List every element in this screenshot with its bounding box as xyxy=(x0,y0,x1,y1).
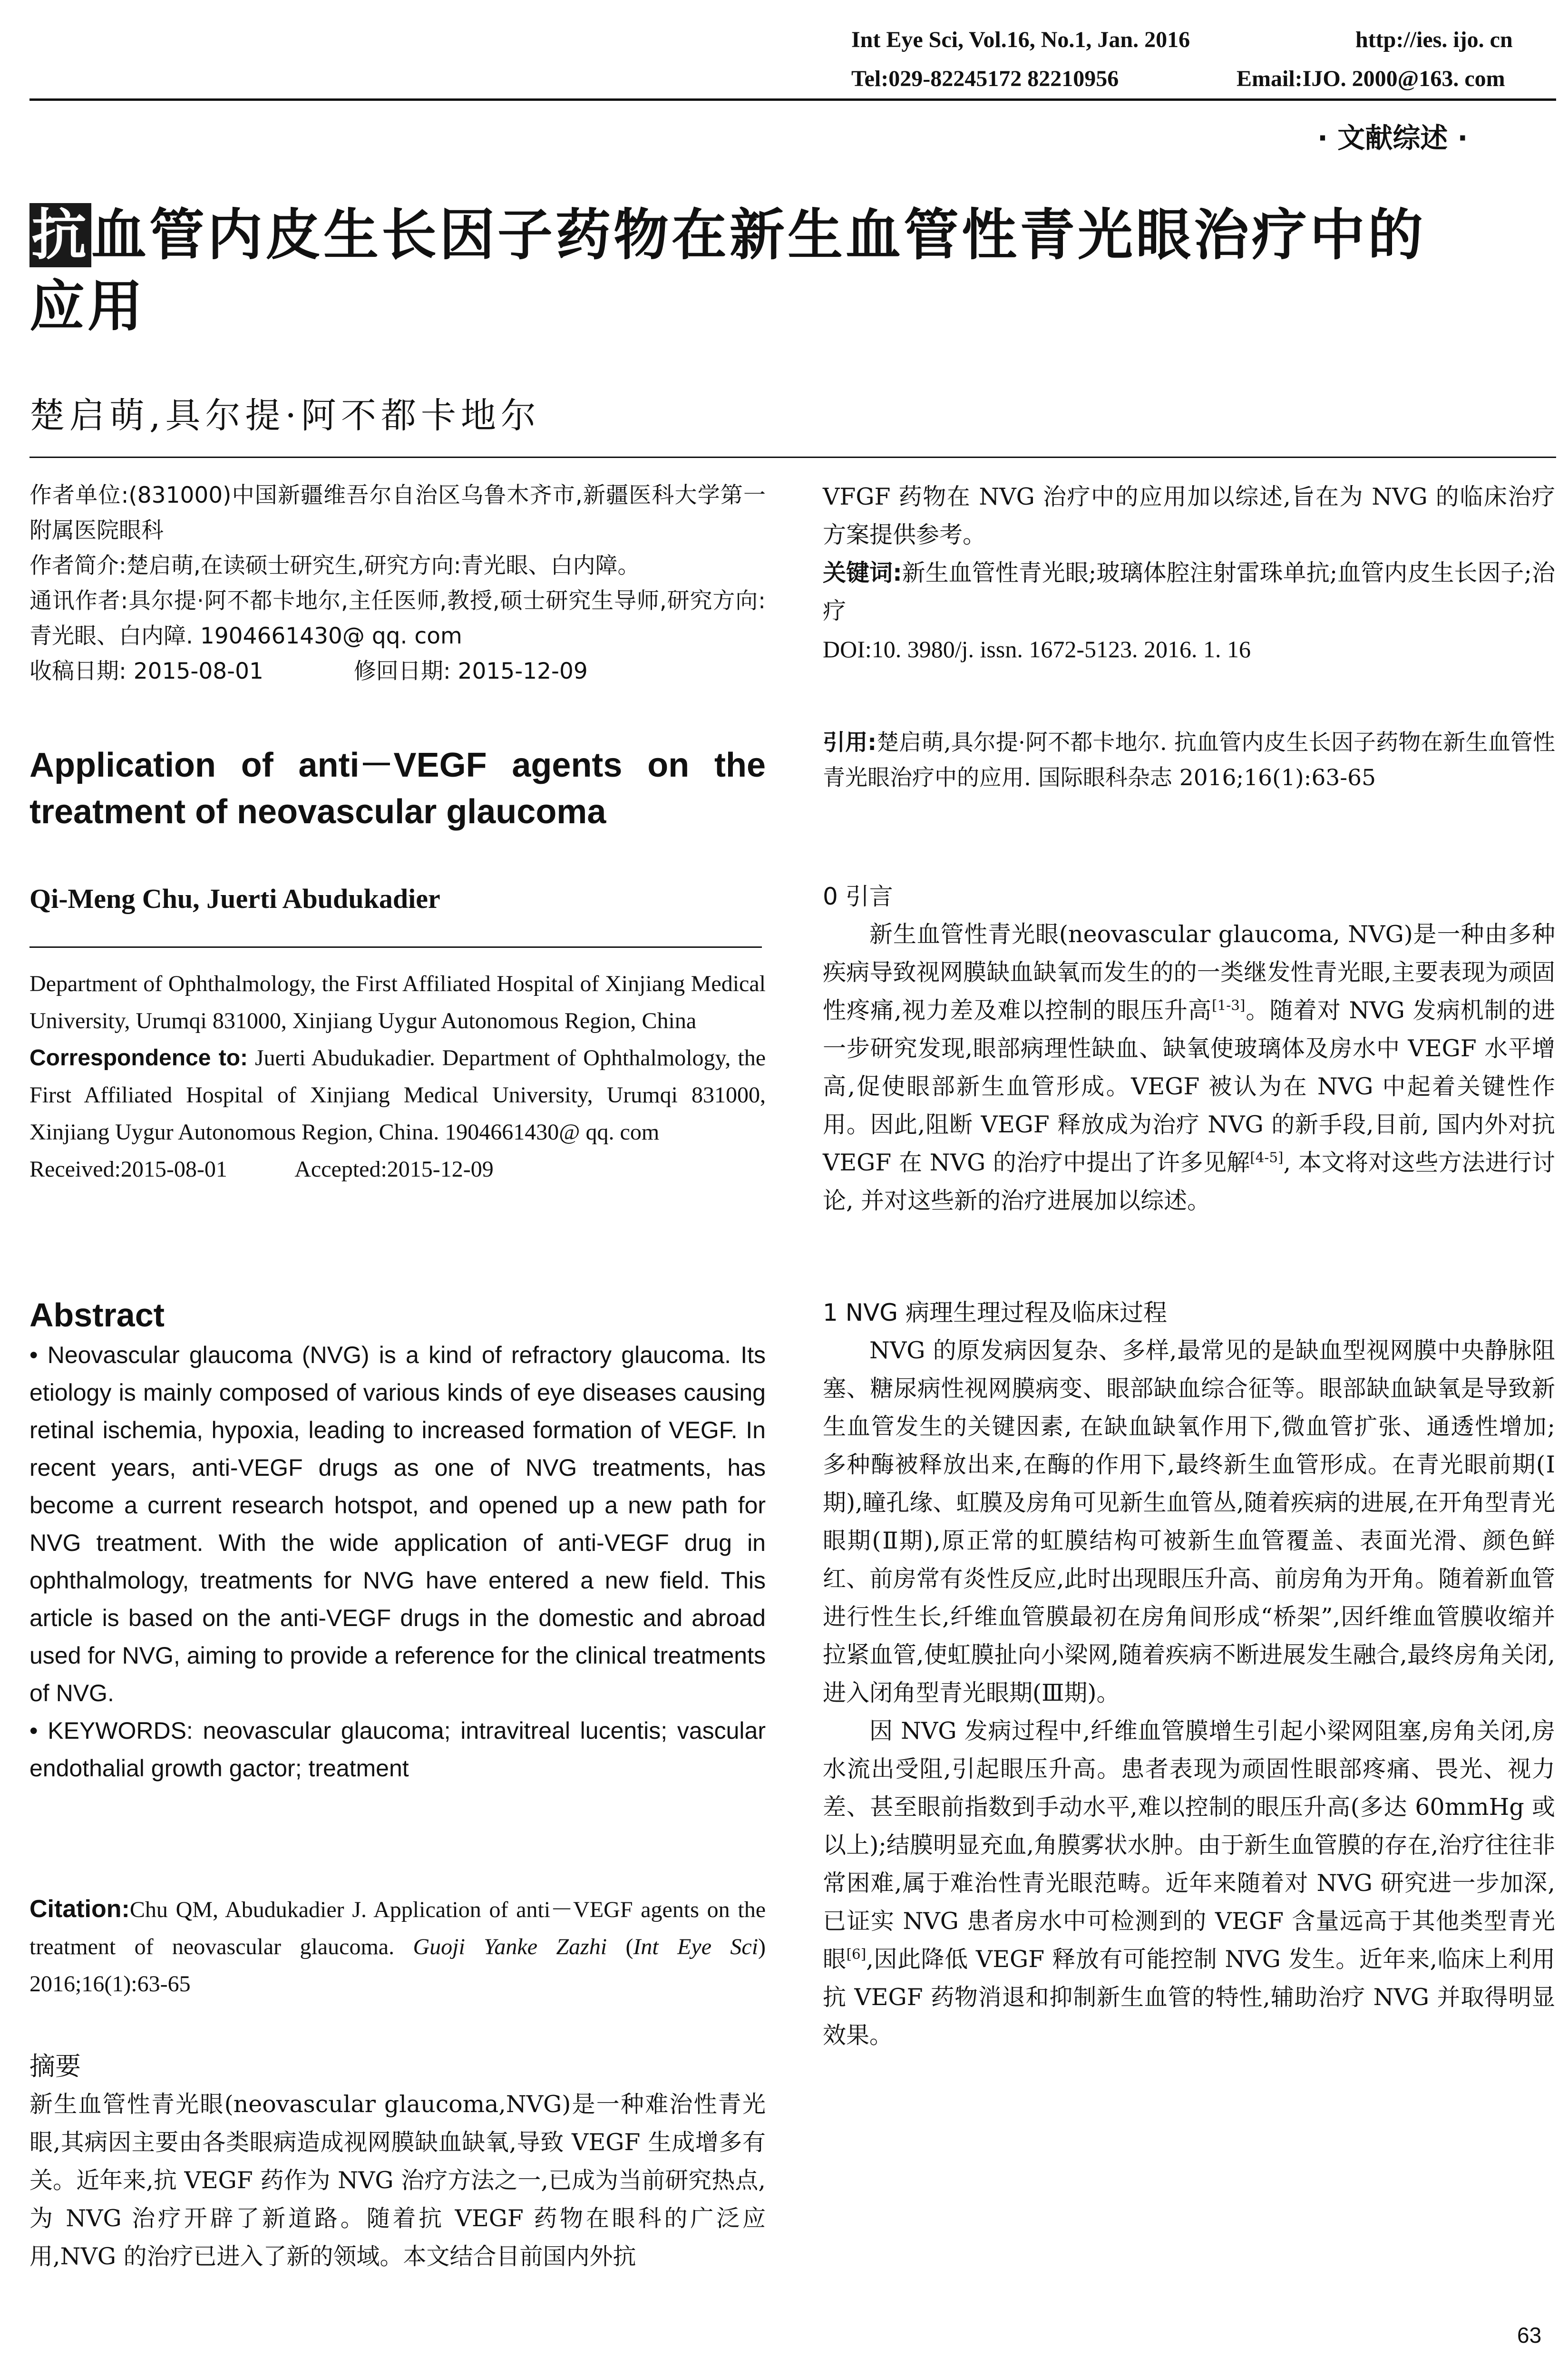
journal-tel: Tel:029-82245172 82210956 xyxy=(851,66,1119,91)
section-0-paragraph xyxy=(823,916,1555,1220)
date-accepted-en: Accepted:2015-12-09 xyxy=(294,1157,494,1182)
authors-en-rule xyxy=(29,946,762,948)
cite-cn-block xyxy=(823,725,1555,796)
page-number: 63 xyxy=(1517,2323,1542,2348)
citation-part-c: ) 2016;16(1):63-65 xyxy=(29,1934,766,1997)
journal-url: http://ies. ijo. cn xyxy=(1355,27,1513,52)
abstract-block xyxy=(29,1336,766,1787)
affil-unit: 作者单位:(831000)中国新疆维吾尔自治区乌鲁木齐市,新疆医科大学第一附属医院眼科 xyxy=(29,482,766,544)
zhaiyao-heading: 摘要 xyxy=(29,2051,81,2081)
sec1-text-b: ,因此降低 VEGF 释放有可能控制 NVG 发生。近年来,临床上利用抗 VEGF 药物消退和抑制新生血管的特性,辅助治疗 NVG 并取得明显效果。 xyxy=(823,1946,1555,2049)
dates-en xyxy=(29,1151,766,1188)
section-0-body xyxy=(823,916,1555,1220)
citation-label: Citation: xyxy=(29,1895,130,1923)
header-rule xyxy=(29,98,1556,101)
zhaiyao-continued: VFGF 药物在 NVG 治疗中的应用加以综述,旨在为 NVG 的临床治疗方案提供参考。 xyxy=(823,483,1555,548)
zhaiyao-block xyxy=(29,2085,766,2276)
cite-cn-text: 楚启萌,具尔提·阿不都卡地尔. 抗血管内皮生长因子药物在新生血管性青光眼治疗中的应用. 国际眼科杂志 2016;16(1):63-65 xyxy=(823,730,1555,791)
citation-abbr: Int Eye Sci xyxy=(633,1934,759,1959)
article-title xyxy=(29,200,1561,342)
keywords-cn-text: 新生血管性青光眼;玻璃体腔注射雷珠单抗;血管内皮生长因子;治疗 xyxy=(823,559,1555,624)
title-en-line2: treatment of neovascular glaucoma xyxy=(29,793,606,831)
citation-en xyxy=(29,1890,766,2003)
authors-en: Qi-Meng Chu, Juerti Abudukadier xyxy=(29,883,440,914)
abstract-text: • Neovascular glaucoma (NVG) is a kind of refractory glaucoma. Its etiology is mainly composed of various kinds of eye diseases causing retinal ischemia, hypoxia, leading to increased formation of VEGF. In recent years, anti-VEGF drugs as one of NVG treatments, has become a current research hotspot, and opened up a new path for NVG treatment. With the wide application of anti-VEGF drug in ophthalmology, treatments for NVG have entered a new field. This article is based on the anti-VEGF drugs in the domestic and abroad used for NVG, aiming to provide a reference for the clinical treatments of NVG. xyxy=(29,1342,766,1706)
cite-cn-label: 引用: xyxy=(823,730,877,756)
section-label: · 文献综述 · xyxy=(1317,122,1468,154)
correspondence-label: Correspondence to: xyxy=(29,1045,248,1071)
correspondence-en xyxy=(29,1040,766,1151)
authors-cn: 楚启萌,具尔提·阿不都卡地尔 xyxy=(29,395,541,436)
keywords-cn xyxy=(823,554,1555,630)
journal-volume-line: Int Eye Sci, Vol.16, No.1, Jan. 2016 xyxy=(851,27,1190,52)
journal-email: Email:IJO. 2000@163. com xyxy=(1237,66,1505,91)
section-1-heading: 1 NVG 病理生理过程及临床过程 xyxy=(823,1299,1167,1326)
sec0-ref-1: [1-3] xyxy=(1212,997,1246,1013)
title-line2: 应用 xyxy=(29,274,146,339)
section-1-paragraph-2 xyxy=(823,1712,1555,2055)
title-en xyxy=(29,742,766,835)
title-rule xyxy=(29,457,1556,458)
abstract-heading: Abstract xyxy=(29,1296,165,1334)
title-first-char: 抗 xyxy=(29,203,91,267)
keywords-en: • KEYWORDS: neovascular glaucoma; intravitreal lucentis; vascular endothalial growth gactor; treatment xyxy=(29,1717,766,1782)
sec1-ref: [6] xyxy=(846,1946,867,1962)
zhaiyao-text: 新生血管性青光眼(neovascular glaucoma,NVG)是一种难治性青光眼,其病因主要由各类眼病造成视网膜缺血缺氧,导致 VEGF 生成增多有关。近年来,抗 VEGF 药作为 NVG 治疗方法之一,已成为当前研究热点,为 NVG 治疗开辟了新道路。随着抗 VEGF 药物在眼科的广泛应用,NVG 的治疗已进入了新的领域。本文结合目前国内外抗 xyxy=(29,2091,766,2270)
correspondence-text: Juerti Abudukadier. Department of Ophthalmology, the First Affiliated Hospital of Xinjiang Medical University, Urumqi 831000, Xinjiang Uygur Autonomous Region, China. 1904661430@ qq. com xyxy=(29,1045,766,1145)
sec0-text-a: 新生血管性青光眼(neovascular glaucoma, NVG)是一种由多种疾病导致视网膜缺血缺氧而发生的的一类继发性青光眼,主要表现为顽固性疼痛,视力差及难以控制的眼压升高 xyxy=(823,921,1555,1024)
affil-correspondence: 通讯作者:具尔提·阿不都卡地尔,主任医师,教授,硕士研究生导师,研究方向:青光眼、白内障. 1904661430@ qq. com xyxy=(29,588,766,649)
citation-block xyxy=(29,1890,766,2003)
dept-block xyxy=(29,965,766,1188)
title-line1: 血管内皮生长因子药物在新生血管性青光眼治疗中的 xyxy=(91,203,1426,267)
affil-dates xyxy=(29,654,766,689)
sec0-ref-2: [4-5] xyxy=(1250,1149,1284,1166)
title-en-line1: Application of anti－VEGF agents on the xyxy=(29,746,766,784)
date-revised-cn: 修回日期: 2015-12-09 xyxy=(353,658,588,684)
sec0-text-b: 。随着对 NVG 发病机制的进一步研究发现,眼部病理性缺血、缺氧使玻璃体及房水中 VEGF 水平增高,促使眼部新生血管形成。VEGF 被认为在 NVG 中起着关键性作用。因此,阻断 VEGF 释放成为治疗 NVG 的新手段,目前, 国内外对抗 VEGF 在 NVG 的治疗中提出了许多见解 xyxy=(823,997,1556,1176)
sec1-text-a: 因 NVG 发病过程中,纤维血管膜增生引起小梁网阻塞,房角关闭,房水流出受阻,引起眼压升高。患者表现为顽固性眼部疼痛、畏光、视力差、甚至眼前指数到手动水平,难以控制的眼压升高(多达 60mmHg 或以上);结膜明显充血,角膜雾状水肿。由于新生血管膜的存在,治疗往往非常困难,属于难治性青光眼范畴。近年来随着对 NVG 研究进一步加深,已证实 NVG 患者房水中可检测到的 VEGF 含量远高于其他类型青光眼 xyxy=(823,1717,1555,1973)
citation-part-b: ( xyxy=(607,1934,633,1959)
section-0-heading: 0 引言 xyxy=(823,883,893,910)
date-received-en: Received:2015-08-01 xyxy=(29,1157,227,1182)
dept-en: Department of Ophthalmology, the First Affiliated Hospital of Xinjiang Medical University, Urumqi 831000, Xinjiang Uygur Autonomous Region, China xyxy=(29,971,766,1033)
citation-part-a: Chu QM, Abudukadier J. Application of anti－VEGF agents on the treatment of neovascular glaucoma. xyxy=(29,1897,766,1959)
date-received-cn: 收稿日期: 2015-08-01 xyxy=(29,658,263,684)
citation-journal: Guoji Yanke Zazhi xyxy=(413,1934,607,1959)
sec0-text-c: , 本文将对这些方法进行讨论, 并对这些新的治疗进展加以综述。 xyxy=(823,1149,1555,1214)
affiliation-block xyxy=(29,478,766,689)
cite-cn xyxy=(823,725,1555,796)
section-1-body xyxy=(823,1332,1555,2055)
doi: DOI:10. 3980/j. issn. 1672-5123. 2016. 1. 16 xyxy=(823,636,1251,662)
right-top-block xyxy=(823,478,1555,668)
affil-author-intro: 作者简介:楚启萌,在读硕士研究生,研究方向:青光眼、白内障。 xyxy=(29,553,640,579)
keywords-cn-label: 关键词: xyxy=(823,559,902,586)
section-1-paragraph-1: NVG 的原发病因复杂、多样,最常见的是缺血型视网膜中央静脉阻塞、糖尿病性视网膜病变、眼部缺血综合征等。眼部缺血缺氧是导致新生血管发生的关键因素, 在缺血缺氧作用下,微血管扩张、通透性增加; 多种酶被释放出来,在酶的作用下,最终新生血管形成。在青光眼前期(Ⅰ期),瞳孔缘、虹膜及房角可见新生血管丛,随着疾病的进展,在开角型青光眼期(Ⅱ期),原正常的虹膜结构可被新生血管覆盖、表面光滑、颜色鲜红、前房常有炎性反应,此时出现眼压升高、前房角为开角。随着新血管进行性生长,纤维血管膜最初在房角间形成“桥架”,因纤维血管膜收缩并拉紧血管,使虹膜扯向小梁网,随着疾病不断进展发生融合,最终房角关闭, 进入闭角型青光眼期(Ⅲ期)。 xyxy=(823,1337,1555,1706)
